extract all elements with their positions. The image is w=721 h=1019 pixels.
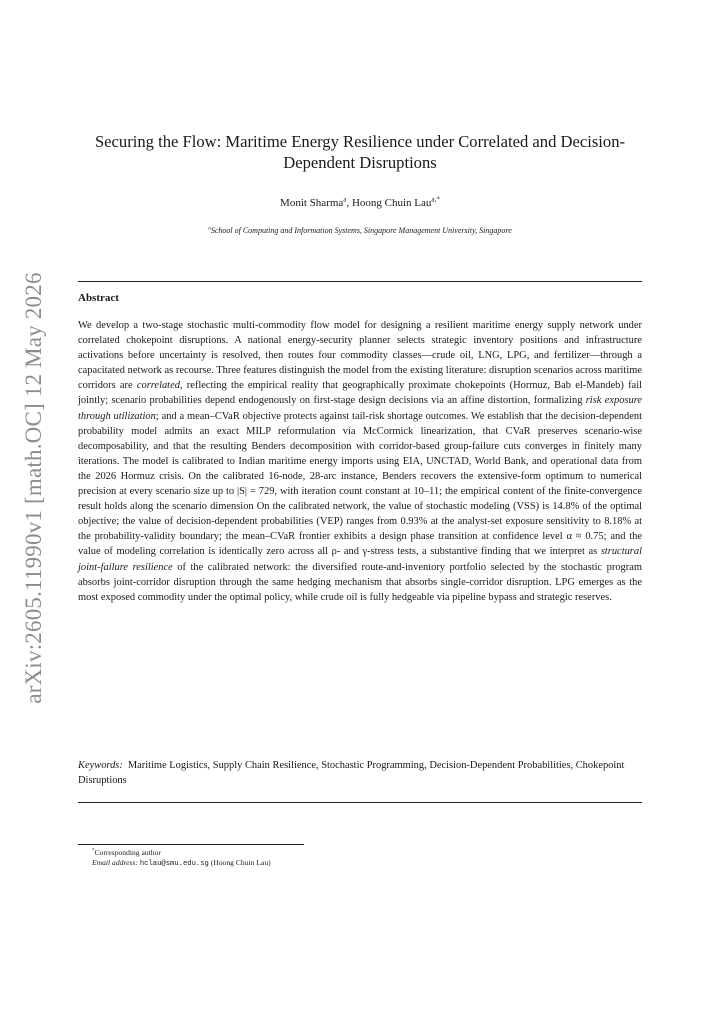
abstract-emphasis: risk exposure through utilization: [78, 395, 642, 422]
author-affiliation-mark: a: [343, 195, 347, 204]
paper-title: Securing the Flow: Maritime Energy Resilience under Correlated and Decision-Dependent Disruptions: [94, 132, 626, 172]
abstract-text: , reflecting the empirical reality that geographically proximate chokepoints (Hormuz, Bab el-Mandeb) fail jointly; scenario probabilities depend endogenously on first-stage design decisions via an affine distortion, formalizing: [78, 380, 642, 407]
abstract-emphasis: correlated: [136, 380, 180, 392]
footnote-rule: [78, 844, 304, 845]
abstract-text: of the calibrated network: the diversified route-and-inventory portfolio selected by the stochastic program absorbs joint-corridor disruption through the same hedging mechanism that absorbs single-corridor disruption. LPG emerges as the most exposed commodity under the optimal policy, while crude oil is fully hedgeable via pipeline bypass and strategic reserves.: [78, 561, 643, 603]
corresponding-author-text: Corresponding author: [94, 848, 161, 857]
footnote: [92, 848, 271, 870]
email-label: Email address:: [92, 857, 138, 867]
footnote-mark: *: [92, 848, 95, 854]
email-note: [92, 858, 271, 870]
author-name: Monit Sharma: [280, 197, 344, 209]
author-affiliation-mark: a,*: [431, 195, 440, 204]
abstract-body: [78, 318, 642, 605]
author-separator: ,: [346, 197, 352, 209]
email-owner: (Hoong Chuin Lau): [210, 857, 271, 867]
abstract-top-rule: [78, 281, 642, 282]
abstract-heading: Abstract: [78, 292, 119, 304]
email-address: hclau@smu.edu.sg: [139, 859, 209, 868]
author-name: Hoong Chuin Lau: [351, 197, 432, 209]
abstract-text: ; and a mean–CVaR objective protects against tail-risk shortage outcomes. We establish that the decision-dependent probability model admits an exact MILP reformulation via McCormick linearization, that CVaR preserves scenario-wise decomposability, and that the resulting Benders decomposition with corridor-based group-failure cuts converges in finitely many iterations. The model is calibrated to Indian maritime energy imports using EIA, UNCTAD, World Bank, and operational data from the 2026 Hormuz crisis. On the calibrated 16-node, 28-arc instance, Benders recovers the extensive-form optimum to numerical precision at every scenario size up to |S| = 729, with iteration count constant at 10–11; the empirical content of the finite-convergence result holds along the scenario dimension On the calibrated network, the value of stochastic modeling (VSS) is 14.8% of the optimal objective; the value of decision-dependent probabilities (VEP) ranges from 0.93% at the analyst-set exposure sensitivity to 8.18% at the probability-validity boundary; the mean–CVaR frontier exhibits a design phase transition at confidence level α ≈ 0.75; and the value of modeling correlation is identically zero across all ρ- and γ-stress tests, a substantive finding that we interpret as: [78, 410, 642, 558]
keywords-label: Keywords:: [78, 760, 123, 771]
affiliation-text: School of Computing and Information Systems, Singapore Management University, Singapore: [210, 226, 512, 235]
arxiv-side-stamp: arXiv:2605.11990v1 [math.OC] 12 May 2026: [21, 272, 46, 704]
abstract-bottom-rule: [78, 802, 642, 803]
keywords: [78, 758, 642, 788]
affiliation: [78, 226, 642, 235]
abstract-text: We develop a two-stage stochastic multi-commodity flow model for designing a resilient maritime energy supply network under correlated chokepoint disruptions. A national energy-security planner selects strategic inventory positions and infrastructure activations before uncertainty is resolved, then routes four commodity classes—crude oil, LNG, LPG, and fertilizer—through a capacitated network as recourse. Three features distinguish the model from the existing literature: disruption scenarios across maritime corridors are: [78, 320, 642, 392]
abstract-emphasis: structural joint-failure resilience: [78, 546, 642, 573]
corresponding-author-note: [92, 848, 271, 858]
author-line: [78, 197, 642, 209]
affiliation-mark: a: [208, 225, 211, 232]
keywords-text: Maritime Logistics, Supply Chain Resilience, Stochastic Programming, Decision-Dependent Probabilities, Chokepoint Disruptions: [78, 760, 625, 787]
